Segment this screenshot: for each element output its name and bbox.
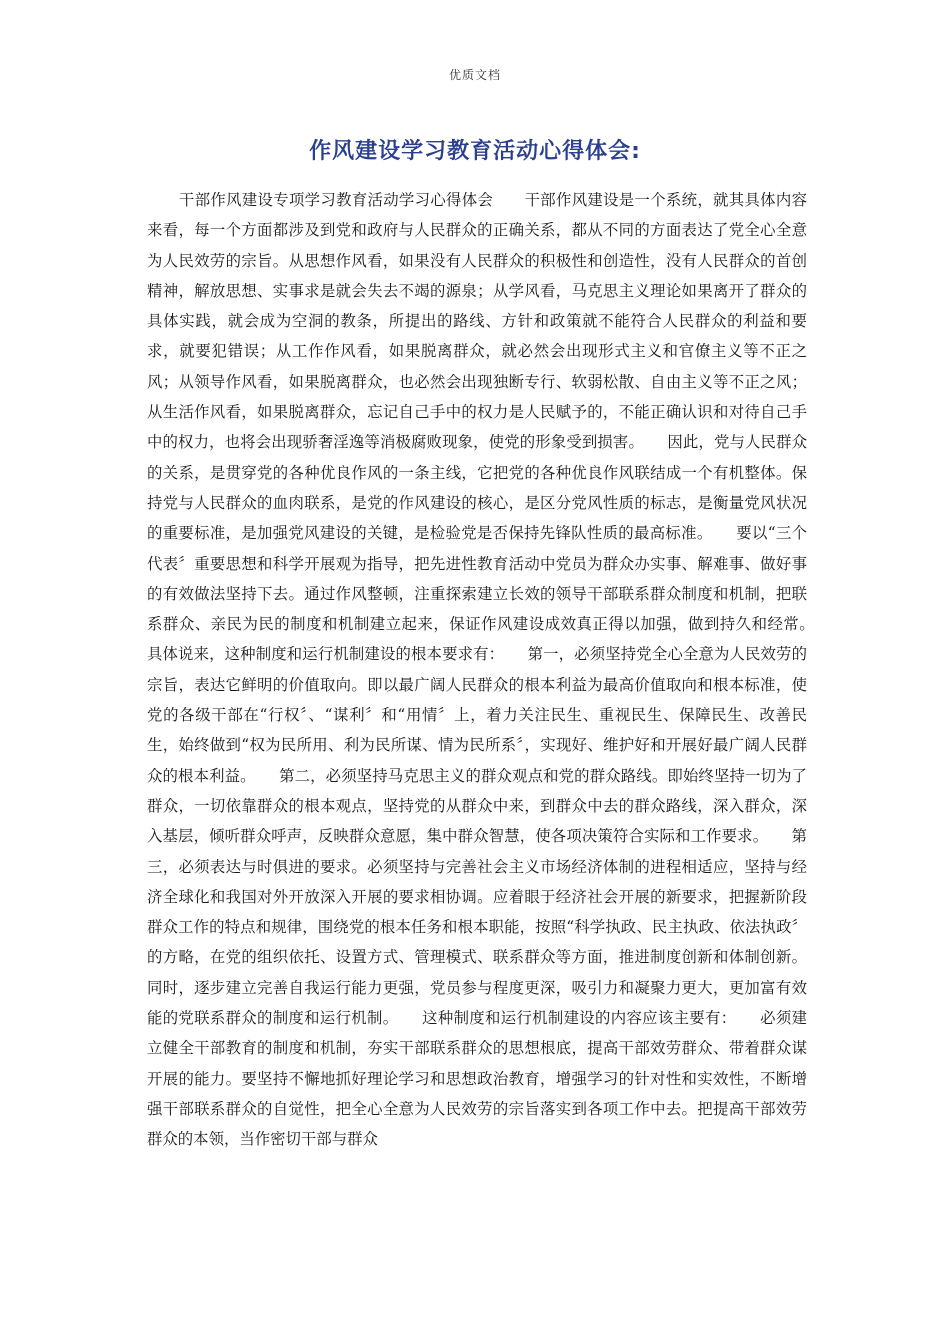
header-label: 优质文档 bbox=[448, 68, 501, 82]
page-title: 作风建设学习教育活动心得体会: bbox=[309, 139, 641, 164]
body-paragraph: 干部作风建设专项学习教育活动学习心得体会 干部作风建设是一个系统，就其具体内容来看，每一个方面都涉及到党和政府与人民群众的正确关系，都从不同的方面表达了党全心全意为人民效劳的宗旨。从思想作风看，如果没有人民群众的积极性和创造性，没有人民群众的首创精神，解放思想、实事求是就会失去不竭的源泉；从学风看，马克思主义理论如果离开了群众的具体实践，就会成为空洞的教条，所提出的路线、方针和政策就不能符合人民群众的利益和要求，就要犯错误；从工作作风看，如果脱离群众，就必然会出现形式主义和官僚主义等不正之风；从领导作风看，如果脱离群众，也必然会出现独断专行、软弱松散、自由主义等不正之风；从生活作风看，如果脱离群众，忘记自己手中的权力是人民赋予的，不能正确认识和对待自己手中的权力，也将会出现骄奢淫逸等消极腐败现象，使党的形象受到损害。 因此，党与人民群众的关系，是贯穿党的各种优良作风的一条主线，它把党的各种优良作风联结成一个有机整体。保持党与人民群众的血肉联系，是党的作风建设的核心，是区分党风性质的标志，是衡量党风状况的重要标准，是加强党风建设的关键，是检验党是否保持先锋队性质的最高标准。 要以“三个 代表〞重要思想和科学开展观为指导，把先进性教育活动中党员为群众办实事、解难事、做好事的有效做法坚持下去。通过作风整顿，注重探索建立长效的领导干部联系群众制度和机制，把联系群众、亲民为民的制度和机制建立起来，保证作风建设成效真正得以加强，做到持久和经常。 具体说来，这种制度和运行机制建设的根本要求有： 第一，必须坚持党全心全意为人民效劳的宗旨，表达它鲜明的价值取向。即以最广阔人民群众的根本利益为最高价值取向和根本标准，使党的各级干部在“行权〞、“谋利〞和“用情〞上，着力关注民生、重视民生、保障民生、改善民生，始终做到“权为民所用、利为民所谋、情为民所系〞，实现好、维护好和开展好最广阔人民群众的根本利益。 第二，必须坚持马克思主义的群众观点和党的群众路线。即始终坚持一切为了群众，一切依靠群众的根本观点，坚持党的从群众中来，到群众中去的群众路线，深入群众，深入基层，倾听群众呼声，反映群众意愿，集中群众智慧，使各项决策符合实际和工作要求。 第三，必须表达与时俱进的要求。必须坚持与完善社会主义市场经济体制的进程相适应，坚持与经济全球化和我国对外开放深入开展的要求相协调。应着眼于经济社会开展的新要求，把握新阶段群众工作的特点和规律，围绕党的根本任务和根本职能，按照“科学执政、民主执政、依法执政〞的方略，在党的组织依托、设置方式、管理模式、联系群众等方面，推进制度创新和体制创新。同时，逐步建立完善自我运行能力更强，党员参与程度更深，吸引力和凝聚力更大，更加富有效能的党联系群众的制度和运行机制。 这种制度和运行机制建设的内容应该主要有： 必须建立健全干部教育的制度和机制，夯实干部联系群众的思想根底，提高干部效劳群众、带着群众谋开展的能力。要坚持不懈地抓好理论学习和思想政治教育，增强学习的针对性和实效性，不断增强干部联系群众的自觉性，把全心全意为人民效劳的宗旨落实到各项工作中去。把提高干部效劳群众的本领，当作密切干部与群众 bbox=[147, 191, 838, 1149]
